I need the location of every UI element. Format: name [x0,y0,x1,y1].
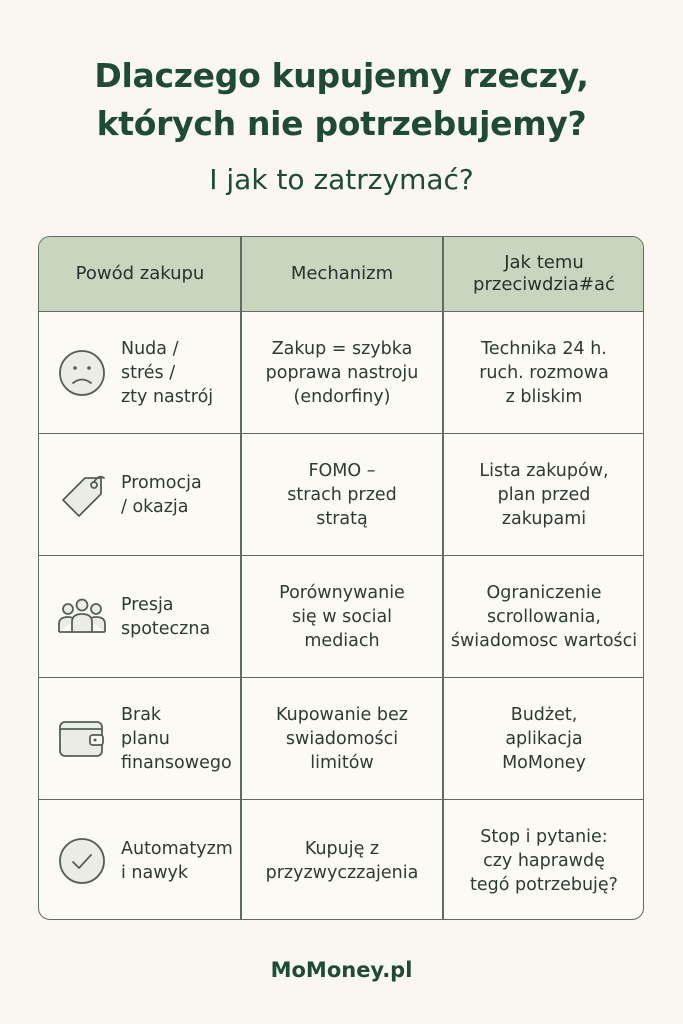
reasons-table [38,236,644,920]
solution-cell: Lista zakupów, plan przed zakupami [479,460,609,529]
reason-cell: Automatyzm i nawyk [121,838,233,883]
solution-cell: Stop i pytanie: czy haprawdę tegó potrzebuję? [470,826,618,895]
table-row [39,800,643,920]
mechanism-cell: FOMO – strach przed stratą [287,460,397,529]
solution-cell: Budżet, aplikacja MoMoney [502,704,586,773]
mechanism-cell: Kupuję z przyzwyczzajenia [265,838,419,883]
table-row [39,678,643,800]
title-line-1: Dlaczego kupujemy rzeczy, [94,56,589,95]
table-row [39,556,643,678]
page-title [0,52,683,148]
table-header-row [39,237,643,312]
solution-cell: Technika 24 h. ruch. rozmowa z bliskim [479,338,609,407]
reason-cell: Brak planu finansowego [121,704,232,773]
solution-cell: Ograniczenie scrollowania, świadomosc wartości [450,582,638,651]
header-solution: Jak temu przeciwdzia#ać [473,252,615,295]
mechanism-cell: Porównywanie się w social mediach [279,582,405,651]
header-mechanism: Mechanizm [290,263,394,284]
page-subtitle: I jak to zatrzymać? [209,163,474,196]
mechanism-cell: Kupowanie bez swiadomości limitów [276,704,408,773]
table-row [39,434,643,556]
table-row [39,312,643,434]
mechanism-cell: Zakup = szybka poprawa nastroju (endorfiny) [265,338,419,407]
reason-cell: Promocja / okazja [121,472,202,517]
footer-brand: MoMoney.pl [270,958,413,982]
column-divider [240,237,242,919]
column-divider [442,237,444,919]
header-reason: Powód zakupu [75,263,205,284]
title-line-2: których nie potrzebujemy? [96,104,587,143]
reason-cell: Nuda / strés / zty nastrój [121,338,214,407]
reason-cell: Presja spoteczna [121,594,211,639]
